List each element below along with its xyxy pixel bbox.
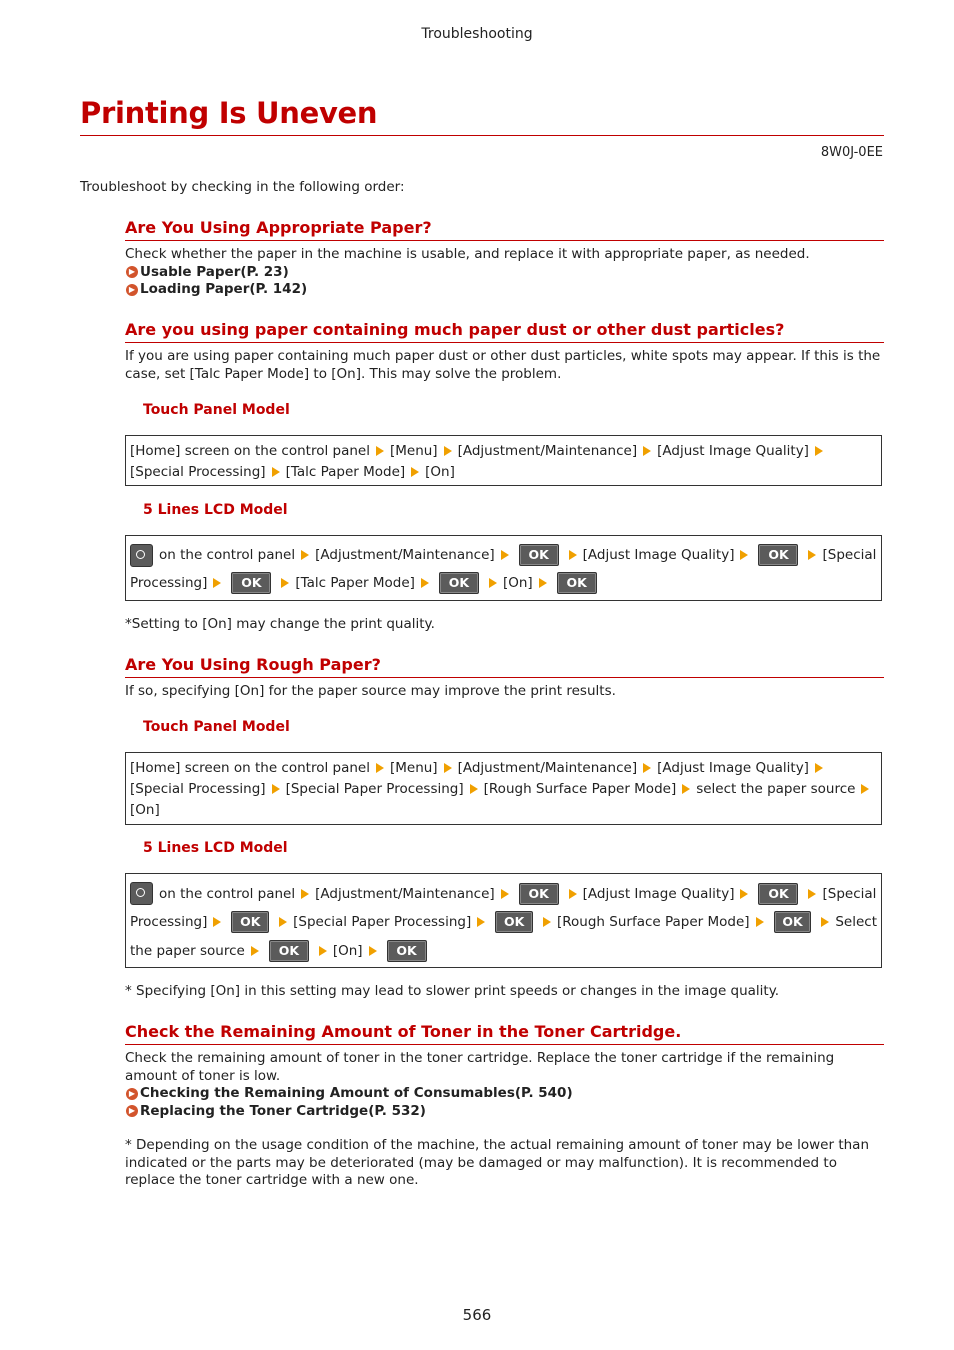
arrow-icon <box>301 550 309 560</box>
arrow-icon <box>643 446 651 456</box>
arrow-icon <box>376 763 384 773</box>
arrow-icon <box>376 446 384 456</box>
step-text: [Menu] <box>389 442 438 459</box>
ok-button-icon: OK <box>557 572 597 594</box>
step-text: Processing] <box>130 913 208 930</box>
page-title: Printing Is Uneven <box>80 94 884 136</box>
step-text: [Adjustment/Maintenance] <box>315 885 495 902</box>
section-paper-dust <box>125 319 884 383</box>
ok-button-icon: OK <box>231 911 269 933</box>
arrow-icon <box>569 889 577 899</box>
link-usable-paper[interactable]: ▶ Usable Paper(P. 23) <box>125 264 884 282</box>
arrow-icon <box>279 917 287 927</box>
page-number: 566 <box>462 1306 492 1324</box>
arrow-icon <box>369 946 377 956</box>
arrow-icon <box>477 917 485 927</box>
ok-button-icon: OK <box>758 544 798 566</box>
touch-panel-steps-dust <box>125 435 882 486</box>
lcd-model-label: 5 Lines LCD Model <box>143 502 288 518</box>
step-text: Processing] <box>130 574 208 591</box>
section-text: Check whether the paper in the machine is usable, and replace it with appropriate paper, as needed. <box>125 246 810 262</box>
section-text: If so, specifying [On] for the paper source may improve the print results. <box>125 683 616 699</box>
home-button-icon <box>130 882 153 905</box>
step-text: [Special <box>822 885 877 902</box>
step-text: [Talc Paper Mode] <box>285 463 406 480</box>
lcd-model-label: 5 Lines LCD Model <box>143 840 288 856</box>
arrow-icon <box>543 917 551 927</box>
section-toner <box>125 1021 884 1190</box>
step-text: [Rough Surface Paper Mode] <box>483 780 677 797</box>
ok-button-icon: OK <box>269 940 309 962</box>
step-text: [On] <box>332 942 363 959</box>
arrow-icon <box>489 578 497 588</box>
ok-button-icon: OK <box>231 572 271 594</box>
link-arrow-icon: ▶ <box>126 1088 138 1100</box>
link-loading-paper[interactable]: ▶ Loading Paper(P. 142) <box>125 281 884 299</box>
step-text: on the control panel <box>159 547 296 563</box>
step-text: [Special Paper Processing] <box>293 913 472 930</box>
arrow-icon <box>539 578 547 588</box>
section-heading: Are you using paper containing much paper dust or other dust particles? <box>125 319 884 343</box>
dust-note: *Setting to [On] may change the print quality. <box>125 616 435 632</box>
section-heading: Are You Using Appropriate Paper? <box>125 217 884 241</box>
lcd-steps-dust <box>125 535 882 601</box>
lcd-steps-rough <box>125 873 882 968</box>
arrow-icon <box>815 763 823 773</box>
arrow-icon <box>861 784 869 794</box>
home-button-icon <box>130 544 153 567</box>
ok-button-icon: OK <box>519 544 559 566</box>
step-text: [On] <box>425 463 455 480</box>
link-arrow-icon: ▶ <box>126 1105 138 1117</box>
link-arrow-icon: ▶ <box>126 284 138 296</box>
ok-button-icon: OK <box>519 883 559 905</box>
arrow-icon <box>213 917 221 927</box>
arrow-icon <box>756 917 764 927</box>
arrow-icon <box>501 889 509 899</box>
step-text: [On] <box>130 801 160 818</box>
section-text: If you are using paper containing much paper dust or other dust particles, white spots may appear. If this is the case, set [Talc Paper Mode] to [On]. This may solve the problem. <box>125 348 881 382</box>
link-arrow-icon: ▶ <box>126 266 138 278</box>
link-checking-consumables[interactable]: ▶ Checking the Remaining Amount of Consumables(P. 540) <box>125 1085 884 1103</box>
intro-text: Troubleshoot by checking in the following order: <box>80 179 405 195</box>
section-text: Check the remaining amount of toner in the toner cartridge. Replace the toner cartridge if the remaining amount of toner is low. <box>125 1050 835 1084</box>
ok-button-icon: OK <box>495 911 533 933</box>
arrow-icon <box>808 889 816 899</box>
step-text: [Home] screen on the control panel <box>130 442 370 459</box>
arrow-icon <box>501 550 509 560</box>
arrow-icon <box>682 784 690 794</box>
arrow-icon <box>213 578 221 588</box>
step-text: [Adjust Image Quality] <box>582 885 735 902</box>
arrow-icon <box>301 889 309 899</box>
touch-panel-steps-rough <box>125 752 882 825</box>
arrow-icon <box>740 889 748 899</box>
link-replacing-toner[interactable]: ▶ Replacing the Toner Cartridge(P. 532) <box>125 1103 884 1121</box>
step-text: [On] <box>502 574 533 591</box>
step-text: [Adjust Image Quality] <box>582 547 735 563</box>
step-text: Select <box>835 913 878 930</box>
document-id: 8W0J-0EE <box>820 145 883 160</box>
step-text: on the control panel <box>159 885 296 902</box>
arrow-icon <box>272 784 280 794</box>
ok-button-icon: OK <box>774 911 812 933</box>
arrow-icon <box>281 578 289 588</box>
arrow-icon <box>643 763 651 773</box>
step-text: select the paper source <box>696 780 856 797</box>
step-text: [Adjustment/Maintenance] <box>457 759 638 776</box>
section-appropriate-paper <box>125 217 884 299</box>
section-rough-paper <box>125 654 884 701</box>
step-text: [Talc Paper Mode] <box>295 574 415 591</box>
step-text: [Special Processing] <box>130 780 266 797</box>
arrow-icon <box>808 550 816 560</box>
step-text: [Adjustment/Maintenance] <box>315 547 495 563</box>
arrow-icon <box>569 550 577 560</box>
step-text: the paper source <box>130 942 245 959</box>
arrow-icon <box>272 467 280 477</box>
step-text: [Special Paper Processing] <box>285 780 464 797</box>
section-heading: Check the Remaining Amount of Toner in the Toner Cartridge. <box>125 1021 884 1045</box>
arrow-icon <box>815 446 823 456</box>
arrow-icon <box>319 946 327 956</box>
arrow-icon <box>444 763 452 773</box>
toner-note: * Depending on the usage condition of the machine, the actual remaining amount of toner may be lower than indicated or the parts may be deteriorated (may be damaged or may malfunction). It is recommended to replace the toner cartridge with a new one. <box>125 1137 869 1188</box>
arrow-icon <box>470 784 478 794</box>
step-text: [Rough Surface Paper Mode] <box>557 913 750 930</box>
touch-panel-label: Touch Panel Model <box>143 719 290 735</box>
rough-note: * Specifying [On] in this setting may lead to slower print speeds or changes in the image quality. <box>125 983 780 999</box>
touch-panel-label: Touch Panel Model <box>143 402 290 418</box>
ok-button-icon: OK <box>758 883 798 905</box>
section-heading: Are You Using Rough Paper? <box>125 654 884 678</box>
step-text: [Special Processing] <box>130 463 266 480</box>
arrow-icon <box>251 946 259 956</box>
step-text: [Adjust Image Quality] <box>657 759 809 776</box>
step-text: [Adjustment/Maintenance] <box>457 442 638 459</box>
step-text: [Special <box>822 547 877 563</box>
step-text: [Home] screen on the control panel <box>130 759 370 776</box>
arrow-icon <box>421 578 429 588</box>
page-header: Troubleshooting <box>421 26 533 42</box>
arrow-icon <box>444 446 452 456</box>
ok-button-icon: OK <box>387 940 427 962</box>
arrow-icon <box>821 917 829 927</box>
arrow-icon <box>740 550 748 560</box>
arrow-icon <box>411 467 419 477</box>
step-text: [Menu] <box>389 759 438 776</box>
ok-button-icon: OK <box>439 572 479 594</box>
step-text: [Adjust Image Quality] <box>657 442 809 459</box>
